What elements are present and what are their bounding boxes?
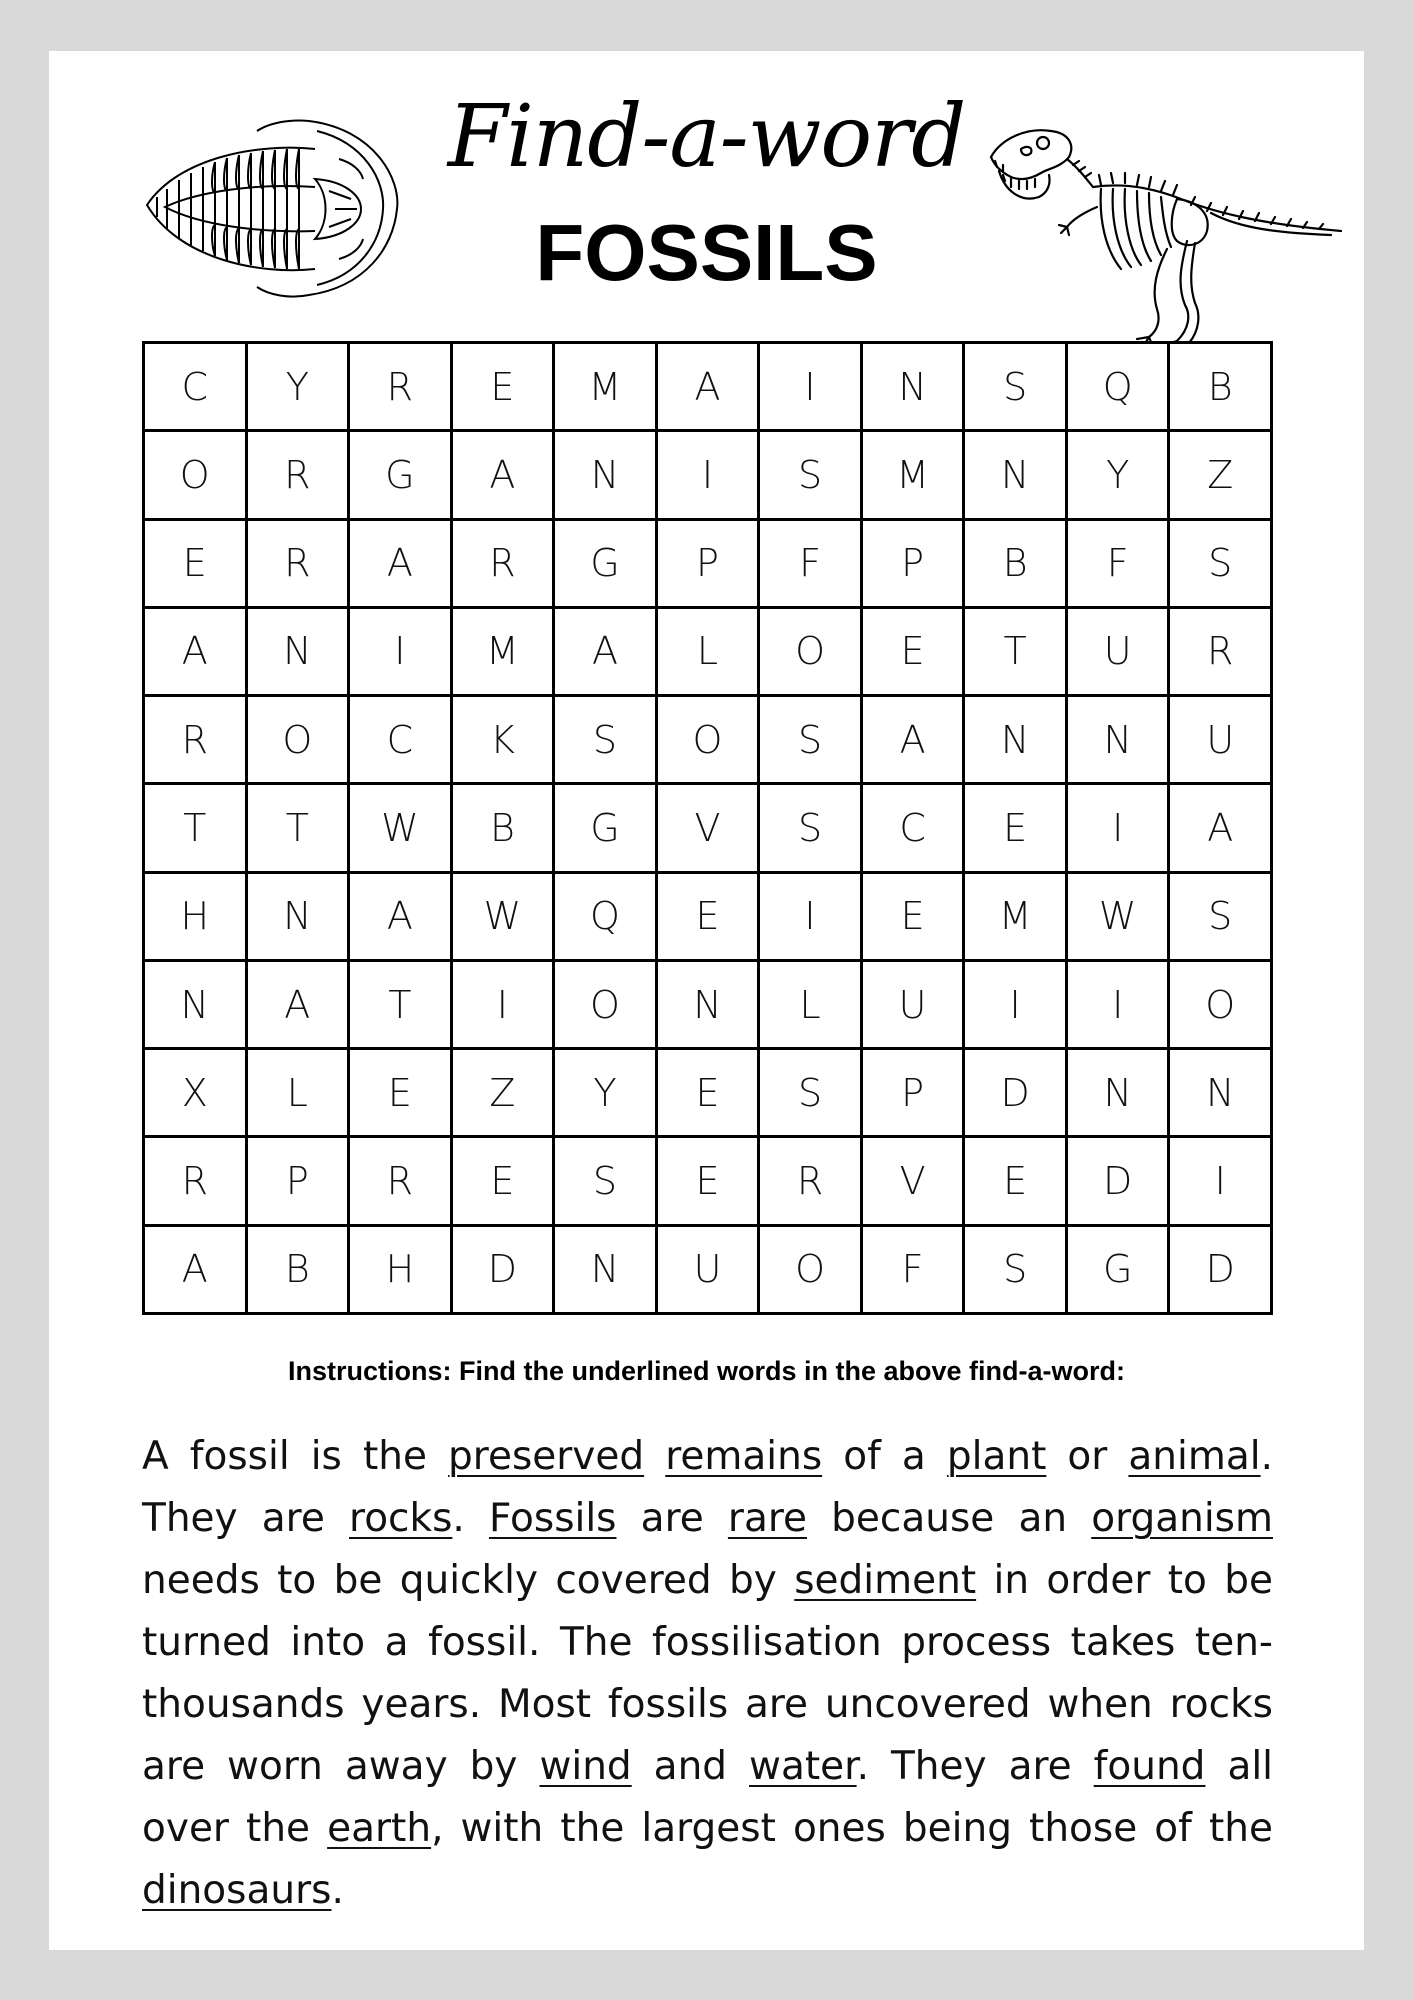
grid-cell[interactable]: U: [658, 1227, 758, 1312]
grid-cell[interactable]: Z: [453, 1050, 553, 1135]
worksheet-title: FOSSILS: [535, 208, 878, 297]
grid-cell[interactable]: A: [350, 874, 450, 959]
underlined-word: wind: [539, 1744, 632, 1789]
grid-cell[interactable]: E: [658, 1050, 758, 1135]
grid-cell[interactable]: A: [658, 344, 758, 429]
paragraph-text: of a: [822, 1434, 947, 1479]
grid-cell[interactable]: O: [1170, 962, 1270, 1047]
grid-cell[interactable]: T: [145, 785, 245, 870]
grid-cell[interactable]: S: [1170, 874, 1270, 959]
grid-cell[interactable]: N: [863, 344, 963, 429]
grid-cell[interactable]: A: [145, 609, 245, 694]
worksheet-subtitle: Find-a-word: [447, 87, 966, 187]
paragraph-text: or: [1046, 1434, 1129, 1479]
grid-cell[interactable]: R: [145, 697, 245, 782]
grid-cell[interactable]: P: [658, 521, 758, 606]
grid-cell[interactable]: B: [1170, 344, 1270, 429]
grid-cell[interactable]: I: [965, 962, 1065, 1047]
grid-cell[interactable]: G: [350, 432, 450, 517]
grid-cell[interactable]: N: [1170, 1050, 1270, 1135]
grid-cell[interactable]: O: [145, 432, 245, 517]
grid-cell[interactable]: S: [555, 697, 655, 782]
underlined-word: organism: [1091, 1496, 1273, 1541]
underlined-word: found: [1093, 1744, 1206, 1789]
grid-cell[interactable]: I: [1170, 1138, 1270, 1223]
grid-cell[interactable]: N: [145, 962, 245, 1047]
grid-cell[interactable]: Y: [555, 1050, 655, 1135]
grid-cell[interactable]: N: [1068, 697, 1168, 782]
paragraph-text: needs to be quickly covered by: [142, 1558, 795, 1603]
grid-cell[interactable]: S: [760, 697, 860, 782]
grid-cell[interactable]: N: [248, 874, 348, 959]
grid-cell[interactable]: G: [555, 785, 655, 870]
grid-cell[interactable]: O: [658, 697, 758, 782]
underlined-word: preserved: [448, 1434, 645, 1479]
grid-cell[interactable]: R: [350, 1138, 450, 1223]
grid-cell[interactable]: C: [350, 697, 450, 782]
grid-cell[interactable]: O: [760, 609, 860, 694]
grid-cell[interactable]: N: [658, 962, 758, 1047]
grid-cell[interactable]: S: [760, 432, 860, 517]
grid-cell[interactable]: H: [145, 874, 245, 959]
paragraph-text: [644, 1434, 665, 1479]
grid-cell[interactable]: P: [863, 1050, 963, 1135]
grid-cell[interactable]: S: [555, 1138, 655, 1223]
grid-cell[interactable]: C: [145, 344, 245, 429]
grid-cell[interactable]: F: [1068, 521, 1168, 606]
grid-cell[interactable]: W: [453, 874, 553, 959]
grid-cell[interactable]: I: [1068, 785, 1168, 870]
grid-cell[interactable]: E: [453, 1138, 553, 1223]
grid-cell[interactable]: O: [555, 962, 655, 1047]
grid-cell[interactable]: N: [248, 609, 348, 694]
paragraph-text: A fossil is the: [142, 1434, 449, 1479]
grid-cell[interactable]: R: [760, 1138, 860, 1223]
grid-cell[interactable]: M: [555, 344, 655, 429]
grid-cell[interactable]: R: [350, 344, 450, 429]
grid-cell[interactable]: F: [863, 1227, 963, 1312]
grid-cell[interactable]: Y: [1068, 432, 1168, 517]
grid-cell[interactable]: U: [1170, 697, 1270, 782]
grid-cell[interactable]: R: [453, 521, 553, 606]
grid-cell[interactable]: B: [965, 521, 1065, 606]
grid-cell[interactable]: N: [555, 1227, 655, 1312]
grid-cell[interactable]: E: [658, 1138, 758, 1223]
grid-cell[interactable]: K: [453, 697, 553, 782]
grid-cell[interactable]: I: [760, 344, 860, 429]
grid-cell[interactable]: R: [248, 432, 348, 517]
grid-cell[interactable]: V: [863, 1138, 963, 1223]
grid-cell[interactable]: Y: [248, 344, 348, 429]
grid-cell[interactable]: S: [965, 344, 1065, 429]
grid-cell[interactable]: T: [965, 609, 1065, 694]
underlined-word: animal: [1128, 1434, 1261, 1479]
grid-cell[interactable]: A: [555, 609, 655, 694]
grid-cell[interactable]: E: [453, 344, 553, 429]
grid-cell[interactable]: E: [145, 521, 245, 606]
grid-cell[interactable]: N: [1068, 1050, 1168, 1135]
grid-cell[interactable]: L: [248, 1050, 348, 1135]
paragraph-text: . They are: [142, 1434, 1273, 1541]
grid-cell[interactable]: A: [145, 1227, 245, 1312]
grid-cell[interactable]: U: [863, 962, 963, 1047]
grid-cell[interactable]: S: [1170, 521, 1270, 606]
dinosaur-skeleton-icon: [981, 109, 1349, 359]
paragraph-text: .: [331, 1868, 344, 1913]
grid-cell[interactable]: N: [555, 432, 655, 517]
grid-cell[interactable]: R: [145, 1138, 245, 1223]
underlined-word: dinosaurs: [142, 1868, 332, 1913]
underlined-word: remains: [665, 1434, 823, 1479]
grid-cell[interactable]: B: [453, 785, 553, 870]
grid-cell[interactable]: U: [1068, 609, 1168, 694]
paragraph-text: . They are: [856, 1744, 1094, 1789]
grid-cell[interactable]: L: [658, 609, 758, 694]
grid-cell[interactable]: E: [350, 1050, 450, 1135]
grid-cell[interactable]: E: [965, 785, 1065, 870]
grid-cell[interactable]: N: [965, 432, 1065, 517]
fossil-paragraph: [142, 1426, 1273, 1922]
grid-cell[interactable]: T: [248, 785, 348, 870]
paragraph-text: , with the largest ones being those of the: [431, 1806, 1273, 1851]
paragraph-text: are: [616, 1496, 728, 1541]
grid-cell[interactable]: I: [658, 432, 758, 517]
paragraph-text: all over the: [142, 1744, 1274, 1851]
grid-cell[interactable]: I: [453, 962, 553, 1047]
grid-cell[interactable]: Z: [1170, 432, 1270, 517]
underlined-word: water: [749, 1744, 857, 1789]
grid-cell[interactable]: I: [1068, 962, 1168, 1047]
grid-cell[interactable]: H: [350, 1227, 450, 1312]
grid-cell[interactable]: D: [453, 1227, 553, 1312]
grid-cell[interactable]: S: [760, 785, 860, 870]
grid-cell[interactable]: B: [248, 1227, 348, 1312]
grid-cell[interactable]: A: [1170, 785, 1270, 870]
grid-cell[interactable]: X: [145, 1050, 245, 1135]
grid-cell[interactable]: R: [1170, 609, 1270, 694]
underlined-word: Fossils: [488, 1496, 617, 1541]
grid-cell[interactable]: W: [350, 785, 450, 870]
underlined-word: rocks: [349, 1496, 453, 1541]
word-search-grid: [142, 341, 1273, 1315]
underlined-word: rare: [727, 1496, 808, 1541]
grid-cell[interactable]: E: [658, 874, 758, 959]
grid-cell[interactable]: I: [760, 874, 860, 959]
grid-cell[interactable]: E: [965, 1138, 1065, 1223]
underlined-word: earth: [327, 1806, 432, 1851]
grid-cell[interactable]: A: [350, 521, 450, 606]
grid-cell[interactable]: M: [965, 874, 1065, 959]
underlined-word: sediment: [794, 1558, 977, 1603]
grid-cell[interactable]: Q: [1068, 344, 1168, 429]
grid-cell[interactable]: A: [863, 697, 963, 782]
grid-cell[interactable]: M: [453, 609, 553, 694]
grid-cell[interactable]: D: [1068, 1138, 1168, 1223]
grid-cell[interactable]: O: [760, 1227, 860, 1312]
paragraph-text: because an: [807, 1496, 1092, 1541]
grid-cell[interactable]: D: [965, 1050, 1065, 1135]
grid-cell[interactable]: A: [453, 432, 553, 517]
grid-cell[interactable]: S: [760, 1050, 860, 1135]
grid-cell[interactable]: M: [863, 432, 963, 517]
grid-cell[interactable]: S: [965, 1227, 1065, 1312]
paragraph-text: and: [631, 1744, 750, 1789]
grid-cell[interactable]: R: [248, 521, 348, 606]
grid-cell[interactable]: A: [248, 962, 348, 1047]
grid-cell[interactable]: P: [863, 521, 963, 606]
worksheet: [49, 51, 1364, 1950]
grid-cell[interactable]: G: [1068, 1227, 1168, 1312]
grid-cell[interactable]: L: [760, 962, 860, 1047]
grid-cell[interactable]: T: [350, 962, 450, 1047]
grid-cell[interactable]: E: [863, 609, 963, 694]
paragraph-text: .: [452, 1496, 489, 1541]
grid-cell[interactable]: D: [1170, 1227, 1270, 1312]
grid-cell[interactable]: N: [965, 697, 1065, 782]
grid-cell[interactable]: O: [248, 697, 348, 782]
grid-cell[interactable]: G: [555, 521, 655, 606]
grid-cell[interactable]: P: [248, 1138, 348, 1223]
paragraph-text: in order to be turned into a fossil. The fossilisation process takes ten-thousands years. Most fossils are uncovered when rocks are worn away by: [142, 1558, 1273, 1789]
instructions-text: Instructions: Find the underlined words in the above find-a-word:: [288, 1356, 1125, 1386]
underlined-word: plant: [946, 1434, 1047, 1479]
grid-cell[interactable]: W: [1068, 874, 1168, 959]
grid-cell[interactable]: Q: [555, 874, 655, 959]
grid-cell[interactable]: E: [863, 874, 963, 959]
grid-cell[interactable]: C: [863, 785, 963, 870]
grid-cell[interactable]: F: [760, 521, 860, 606]
grid-cell[interactable]: I: [350, 609, 450, 694]
grid-cell[interactable]: V: [658, 785, 758, 870]
